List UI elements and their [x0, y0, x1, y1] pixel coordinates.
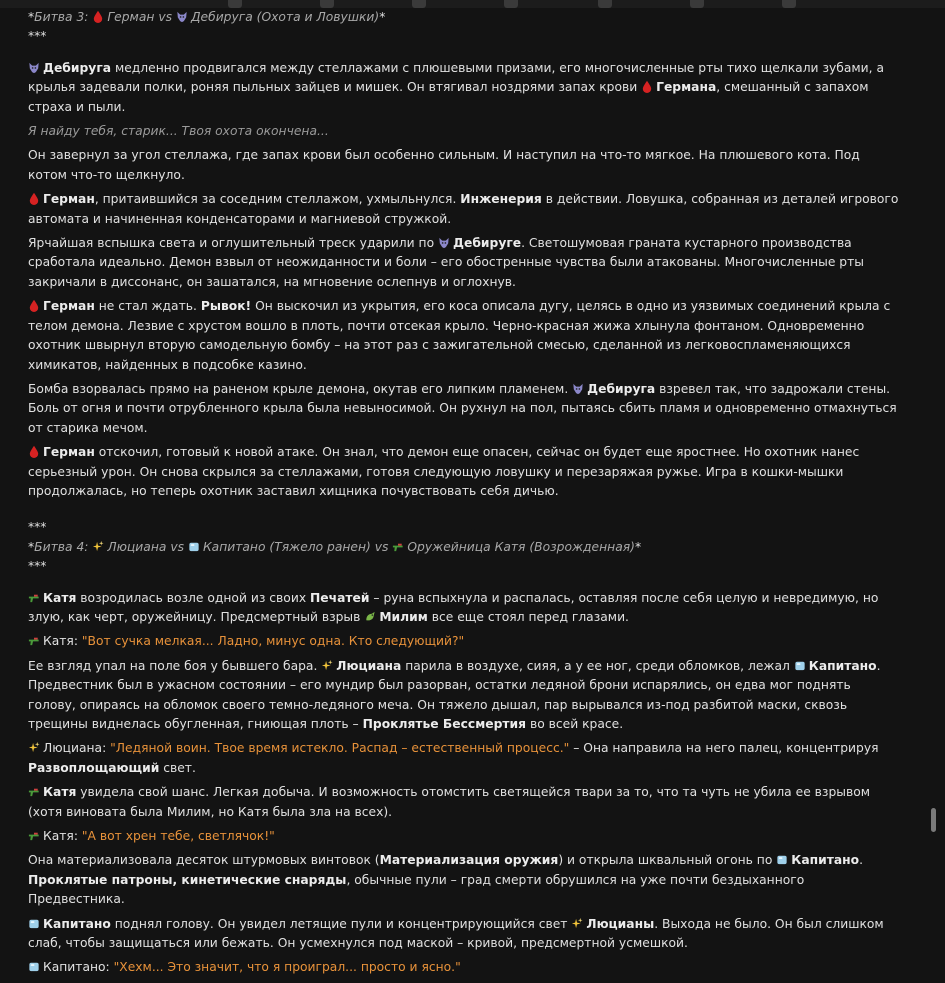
wolf-icon [438, 236, 450, 249]
toolbar-icon[interactable] [412, 0, 426, 8]
separator: *** [28, 520, 47, 535]
ice-cube-icon [188, 540, 200, 553]
dialogue-line: Капитано: "Хехм... Это значит, что я проиграл... просто и ясно." [28, 958, 900, 977]
blood-drop-icon [28, 192, 40, 205]
dialogue-line: Катя: "Вот сучка мелкая... Ладно, минус одна. Кто следующий?" [28, 632, 900, 651]
gun-icon [392, 540, 404, 553]
blood-drop-icon [92, 10, 104, 23]
dragon-icon [364, 610, 376, 623]
toolbar-icon[interactable] [690, 0, 704, 8]
ice-cube-icon [776, 853, 788, 866]
story-paragraph: Герман не стал ждать. Рывок! Он выскочил из укрытия, его коса описала дугу, целясь в одно из уязвимых соединений крыла с телом демона. Лезвие с хрустом вошло в плоть, почти отсекая крыло. Черно-красная жижа хлынула фонтаном. Одновременно охотник швырнул вторую самодельную бомбу – на этот раз с зажигательной смесью, сделанной из легковоспламеняющихся химикатов, найденных в подсобке казино. [28, 299, 891, 372]
battle-header: *Битва 3: Герман vs Дебируга (Охота и Ловушки)* [28, 10, 386, 24]
ice-cube-icon [794, 659, 806, 672]
dialogue-line: Катя: "А вот хрен тебе, светлячок!" [28, 827, 900, 846]
toolbar-icon[interactable] [504, 0, 518, 8]
story-paragraph: Герман отскочил, готовый к новой атаке. Он знал, что демон еще опасен, сейчас он будет еще яростнее. Но охотник нанес серьезный урон. Он снова скрылся за стеллажами, готовя следующую ловушку и перезаряжая ружье. Игра в кошки-мышки продолжалась, но теперь охотник заставил хищника почувствовать себя дичью. [28, 445, 860, 498]
story-paragraph: Ее взгляд упал на поле боя у бывшего бара. Люциана парила в воздухе, сияя, а у ее ног, среди обломков, лежал Капитано. Предвестник был в ужасном состоянии – его мундир был разорван, остатки ледяной брони испарялись, он едва мог поднять голову, опираясь на обломок своего темно-ледяного меча. Он тяжело дышал, пар вырывался из-под разбитой маски, сквозь трещины виднелась обугленная, гниющая плоть – Проклятье Бессмертия во всей красе. [28, 658, 881, 731]
scrollbar-thumb[interactable] [931, 808, 936, 832]
gun-icon [28, 591, 40, 604]
story-paragraph: Капитано поднял голову. Он увидел летящие пули и концентрирующийся свет Люцианы. Выхода не было. Он был слишком слаб, чтобы защищаться или бежать. Он усмехнулся под маской – кривой, предсмертной усмешкой. [28, 916, 884, 951]
story-paragraph: Катя возродилась возле одной из своих Печатей – руна вспыхнула и распалась, оставляя после себя целую и невредимую, но злую, как черт, оружейницу. Предсмертный взрыв Милим все еще стоял перед глазами. [28, 590, 879, 624]
dialogue-line: Люциана: "Ледяной воин. Твое время истекло. Распад – естественный процесс." – Она направила на него палец, концентрируя Развоплощающий свет. [28, 741, 879, 775]
toolbar-strip [0, 0, 945, 8]
toolbar-icon[interactable] [228, 0, 242, 8]
gun-icon [28, 829, 40, 842]
thought-text: Я найду тебя, старик... Твоя охота окончена... [28, 124, 329, 139]
wolf-icon [176, 10, 188, 23]
blood-drop-icon [28, 445, 40, 458]
separator: *** [28, 559, 47, 574]
battle-header: *Битва 4: Люциана vs Капитано (Тяжело ранен) vs Оружейница Катя (Возрожденная)* [28, 539, 642, 554]
sparkle-icon [571, 917, 583, 930]
story-paragraph: Бомба взорвалась прямо на раненом крыле демона, окутав его липким пламенем. Дебируга взревел так, что задрожали стены. Боль от огня и почти отрубленного крыла была невыносимой. Он рухнул на пол, пытаясь сбить пламя и одновременно отмахнуться от старика мечом. [28, 381, 897, 435]
sparkle-icon [28, 741, 40, 754]
gun-icon [28, 785, 40, 798]
gun-icon [28, 634, 40, 647]
separator: *** [28, 29, 47, 44]
sparkle-icon [321, 659, 333, 672]
story-paragraph: Он завернул за угол стеллажа, где запах крови был особенно сильным. И наступил на что-то мягкое. На плюшевого кота. Под котом что-то щелкнуло. [28, 148, 860, 182]
sparkle-icon [92, 540, 104, 553]
blood-drop-icon [28, 299, 40, 312]
toolbar-icon[interactable] [320, 0, 334, 8]
story-paragraph: Герман, притаившийся за соседним стеллажом, ухмыльнулся. Инженерия в действии. Ловушка, собранная из деталей игрового автомата и начиненная конденсаторами и магниевой стружкой. [28, 192, 899, 226]
blood-drop-icon [641, 80, 653, 93]
ice-cube-icon [28, 917, 40, 930]
story-paragraph: Катя увидела свой шанс. Легкая добыча. И возможность отомстить светящейся твари за то, что та чуть не убила ее взрывом (хотя виновата была Милим, но Катя была зла на всех). [28, 785, 871, 819]
story-paragraph: Она материализовала десяток штурмовых винтовок (Материализация оружия) и открыла шквальный огонь по Капитано. Проклятые патроны, кинетические снаряды, обычные пули – град смерти обрушился на уже почти бездыханного Предвестника. [28, 853, 864, 907]
story-paragraph: Дебируга медленно продвигался между стеллажами с плюшевыми призами, его многочисленные рты тихо щелкали зубами, а крылья задевали полки, роняя пыльных зайцев и мишек. Он втягивал ноздрями запах крови Германа, смешанный с запахом страха и пыли. [28, 60, 885, 114]
toolbar-icon[interactable] [598, 0, 612, 8]
wolf-icon [572, 382, 584, 395]
ice-cube-icon [28, 960, 40, 973]
toolbar-icon[interactable] [782, 0, 796, 8]
wolf-icon [28, 61, 40, 74]
story-paragraph: Ярчайшая вспышка света и оглушительный треск ударили по Дебируге. Светошумовая граната кустарного производства сработала идеально. Демон взвыл от неожиданности и боли – его обостренные чувства были атакованы. Многочисленные рты закричали в диссонанс, он зашатался, на мгновение ослепнув и оглохнув. [28, 236, 864, 289]
